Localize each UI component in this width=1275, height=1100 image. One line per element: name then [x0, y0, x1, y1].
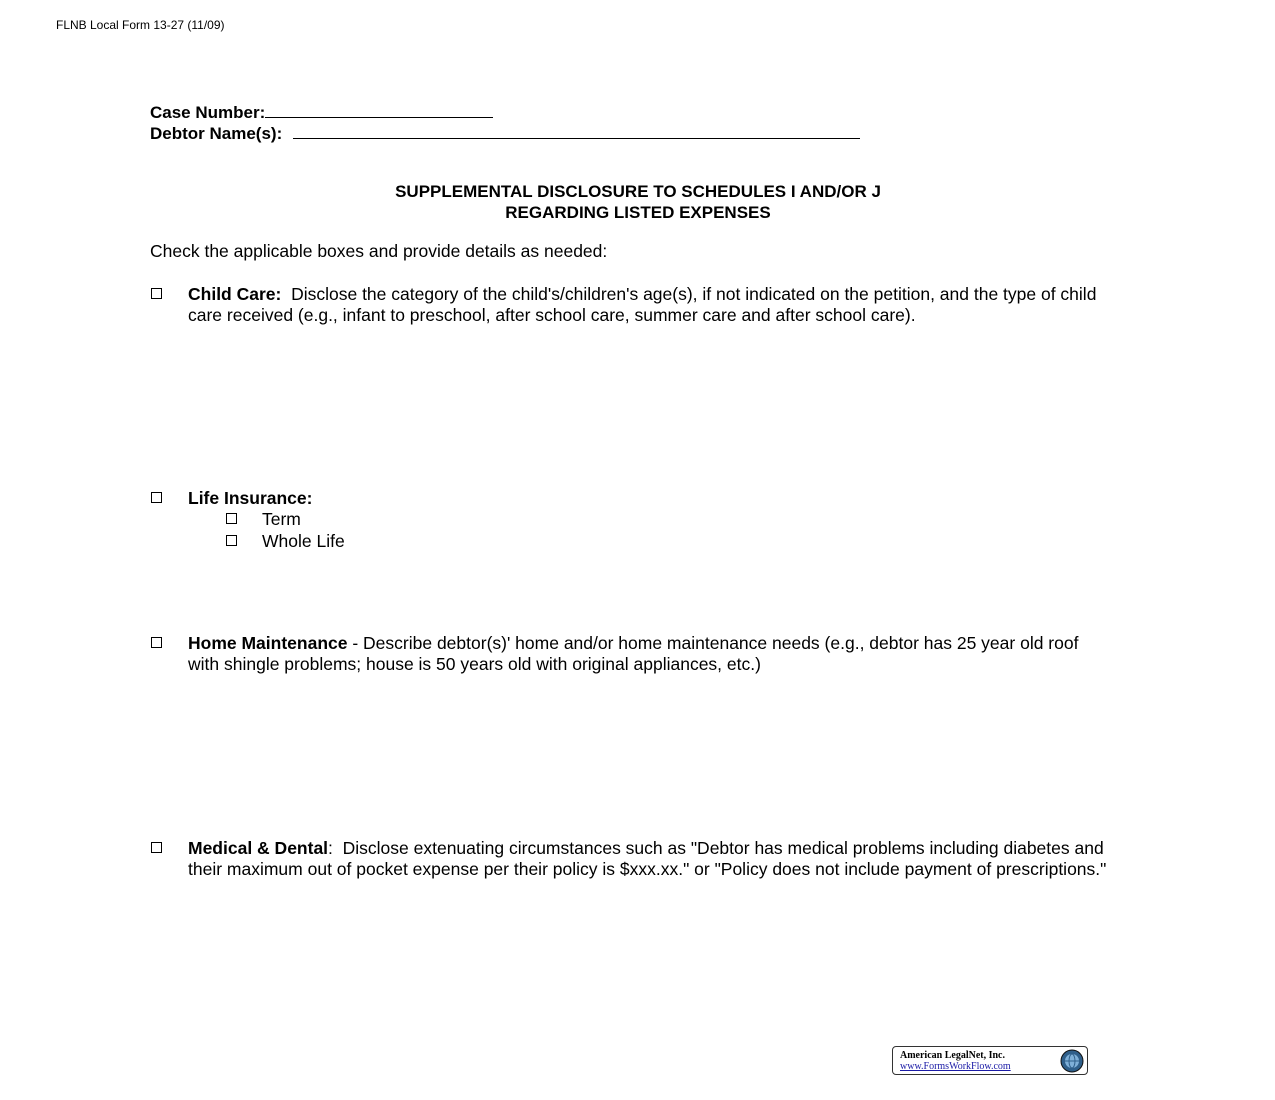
child-care-text: Disclose the category of the child's/children's age(s), if not indicated on the petition, and the type of child care received (e.g., infant to preschool, after school care, summer care and after school care).: [188, 284, 1102, 325]
term-checkbox[interactable]: [226, 513, 237, 524]
home-maintenance-item: [188, 633, 1108, 674]
american-legalnet-logo: [892, 1046, 1088, 1075]
term-option: [226, 509, 301, 530]
logo-url-link[interactable]: www.FormsWorkFlow.com: [900, 1061, 1011, 1072]
debtor-names-field[interactable]: [293, 121, 860, 139]
whole-life-checkbox[interactable]: [226, 535, 237, 546]
child-care-label: Child Care:: [188, 284, 282, 304]
medical-dental-text: : Disclose extenuating circumstances such as "Debtor has medical problems including diabetes and their maximum out of pocket expense per their policy is $xxx.xx." or "Policy does not include payment of prescriptions.": [188, 838, 1109, 879]
debtor-names-label: Debtor Name(s):: [150, 124, 283, 143]
case-number-row: [150, 100, 493, 123]
debtor-names-row: [150, 121, 860, 144]
instructions: Check the applicable boxes and provide details as needed:: [150, 241, 608, 261]
form-id: FLNB Local Form 13-27 (11/09): [56, 18, 225, 32]
term-label: Term: [262, 509, 301, 529]
whole-life-label: Whole Life: [262, 531, 345, 551]
life-insurance-checkbox[interactable]: [151, 492, 162, 503]
medical-dental-item: [188, 838, 1108, 879]
case-number-field[interactable]: [265, 100, 493, 118]
child-care-checkbox[interactable]: [151, 288, 162, 299]
life-insurance-label: Life Insurance:: [188, 488, 313, 508]
case-number-label: Case Number:: [150, 103, 266, 122]
medical-dental-label: Medical & Dental: [188, 838, 329, 858]
form-title: [150, 181, 1126, 223]
home-maintenance-text: - Describe debtor(s)' home and/or home maintenance needs (e.g., debtor has 25 year old roof with shingle problems; house is 50 years old with original appliances, etc.): [188, 633, 1084, 674]
home-maintenance-label: Home Maintenance: [188, 633, 348, 653]
life-insurance-item: [188, 488, 1108, 509]
medical-dental-checkbox[interactable]: [151, 842, 162, 853]
title-line-1: SUPPLEMENTAL DISCLOSURE TO SCHEDULES I AND/OR J: [395, 182, 881, 201]
whole-life-option: [226, 531, 345, 552]
title-line-2: REGARDING LISTED EXPENSES: [505, 203, 771, 222]
globe-icon: [1060, 1049, 1084, 1073]
home-maintenance-checkbox[interactable]: [151, 637, 162, 648]
child-care-item: [188, 284, 1108, 325]
logo-company-name: American LegalNet, Inc.: [900, 1050, 1005, 1061]
